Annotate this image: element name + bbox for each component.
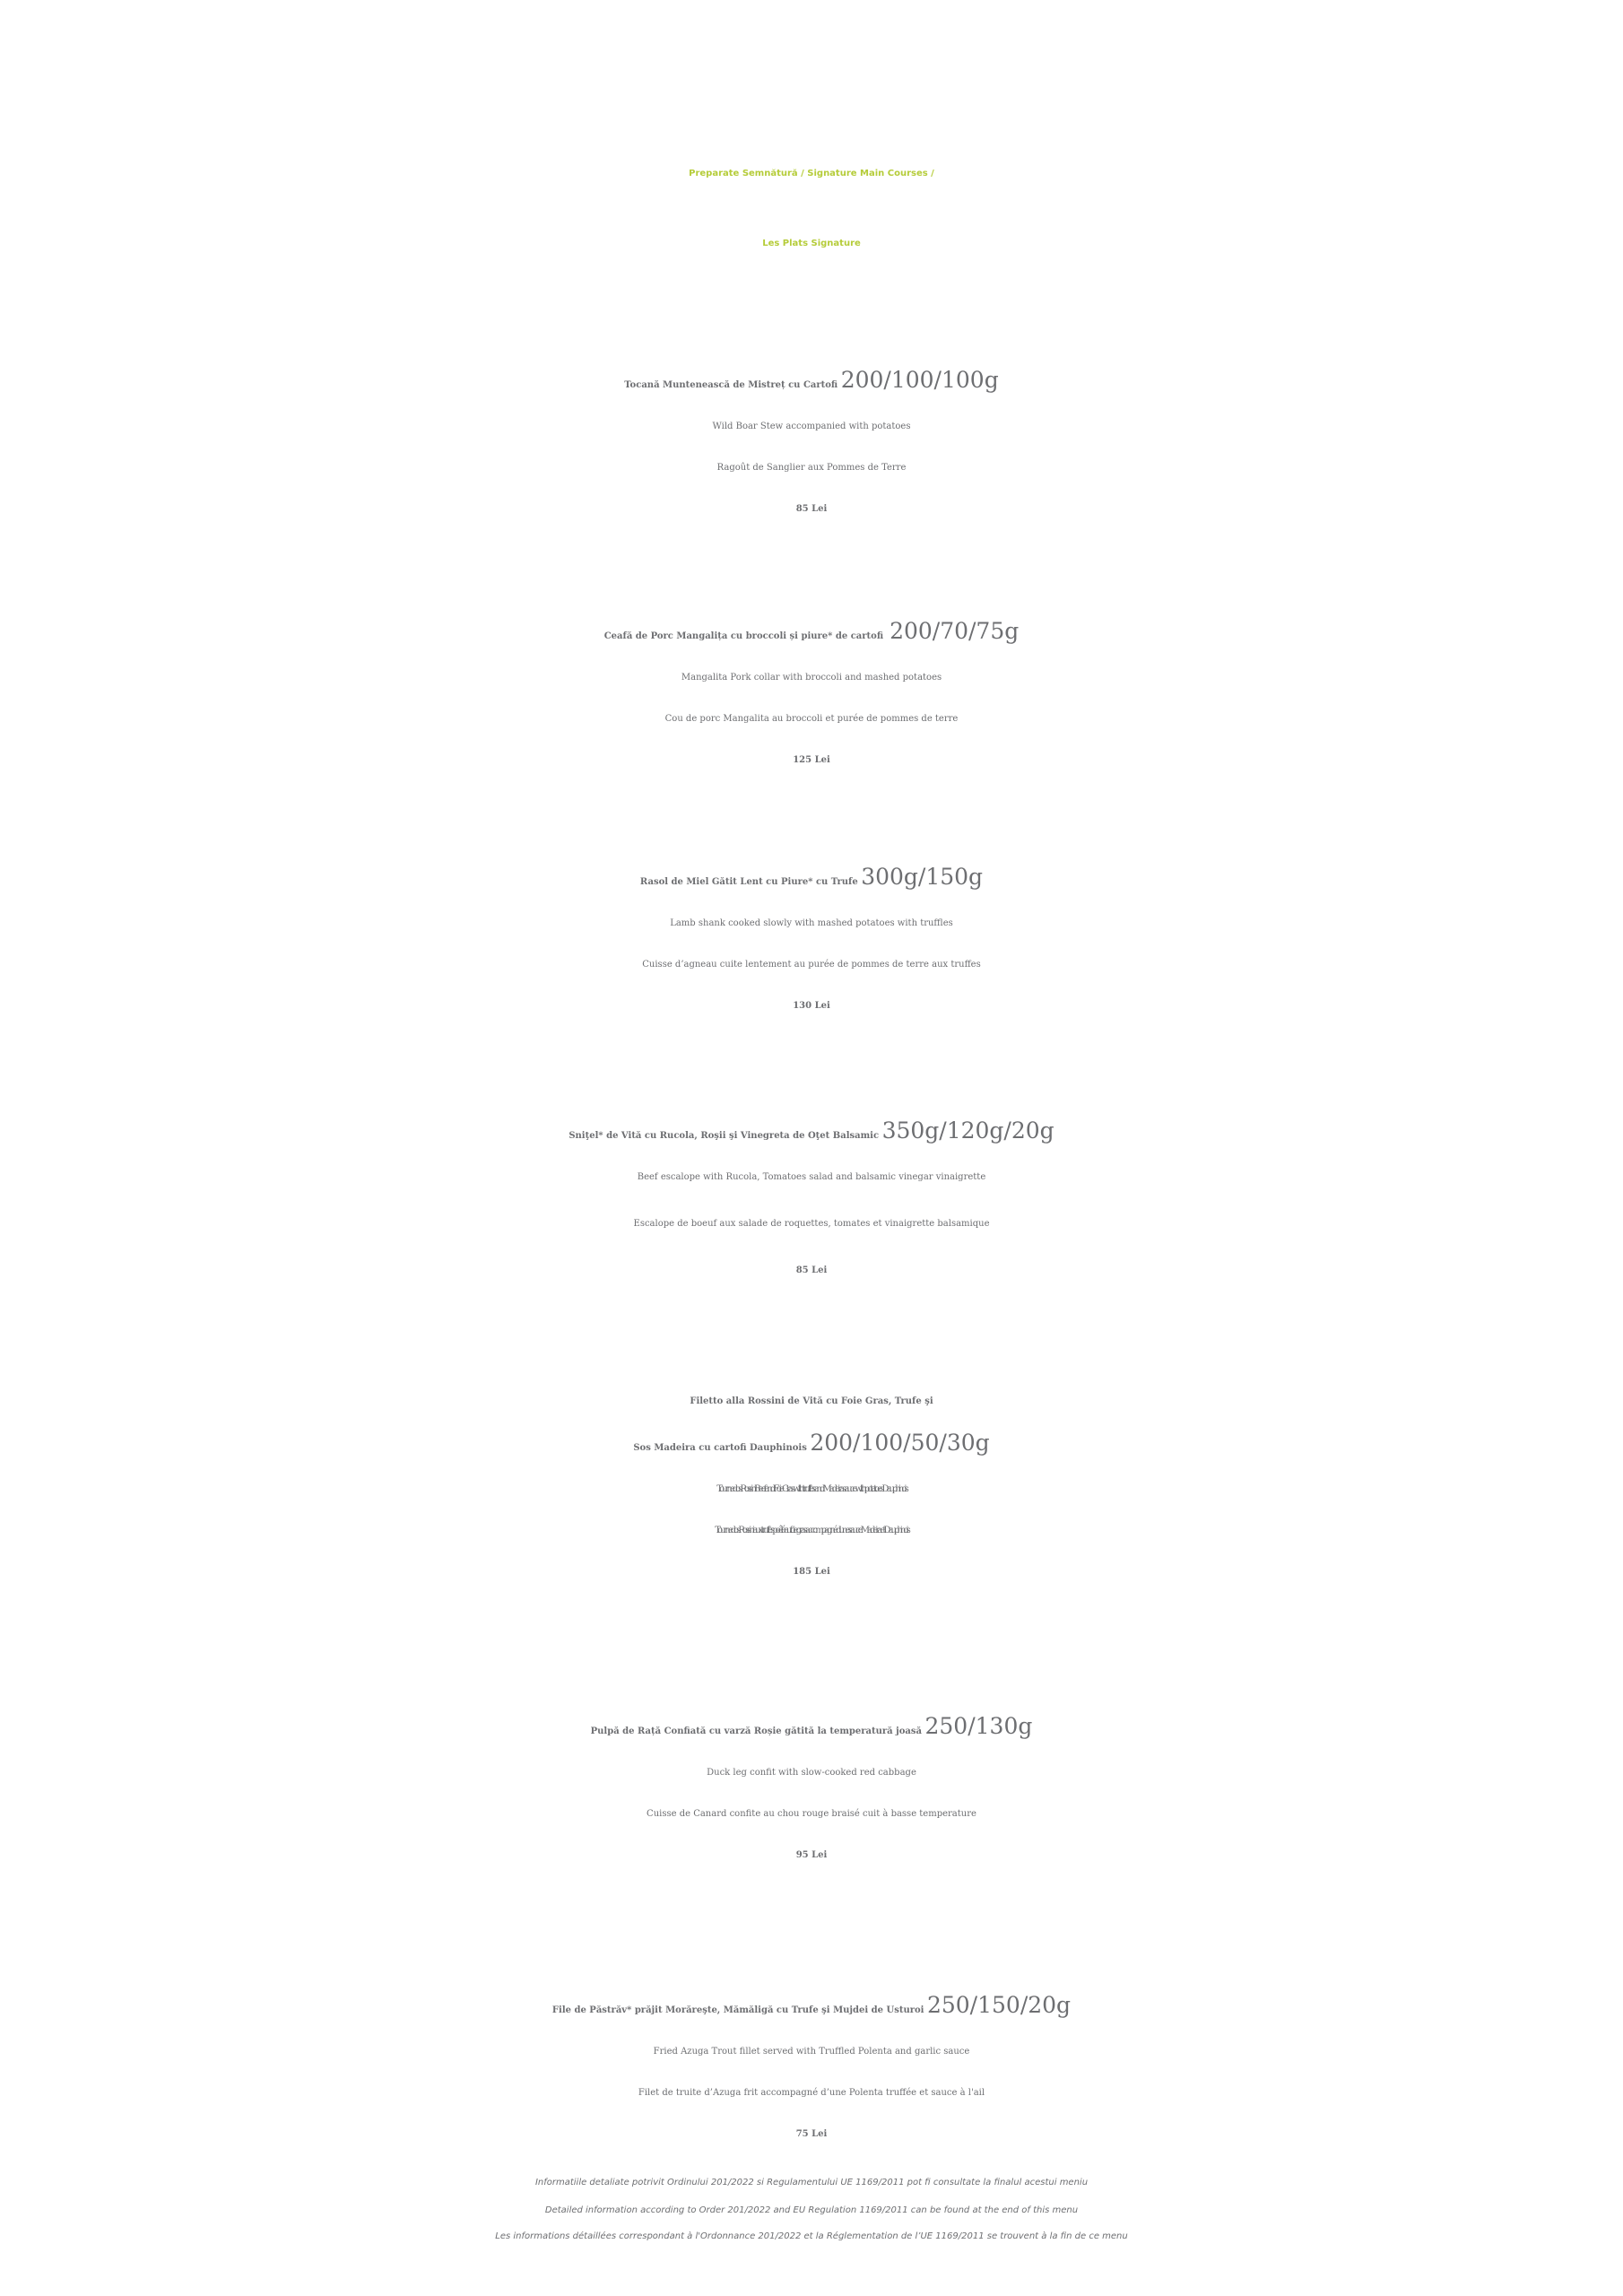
dish-price: 125 Lei: [793, 755, 830, 765]
dish-name-line-1: Filetto alla Rossini de Vită cu Foie Gras, Trufe şi: [690, 1396, 933, 1406]
page-title-line-2: Les Plats Signature: [762, 239, 861, 248]
dish-description-fr: Ragoût de Sanglier aux Pommes de Terre: [716, 463, 907, 473]
dish-description-en: Lamb shank cooked slowly with mashed potatoes with truffles: [670, 918, 953, 928]
dish-description-en: Tournedos Rossini Beef and Foie Gras with truffles and Madeira sauce with potatoes Dauphinois: [716, 1484, 907, 1494]
dish-description-fr: Filet de truite d’Azuga frit accompagné d’une Polenta truffée et sauce à l'ail: [638, 2088, 985, 2098]
dish-weight: 250/130g: [924, 1713, 1033, 1739]
dish-description-fr: Escalope de boeuf aux salade de roquettes, tomates et vinaigrette balsamique: [633, 1219, 990, 1229]
dish-price: 130 Lei: [793, 1001, 830, 1011]
dish-weight: 200/100/100g: [840, 367, 999, 393]
dish-description-en: Fried Azuga Trout fillet served with Truffled Polenta and garlic sauce: [653, 2047, 970, 2057]
dish-name-line-2: Sos Madeira cu cartofi Dauphinois: [633, 1443, 807, 1453]
dish-name: File de Păstrăv* prăjit Morăreşte, Mămăligă cu Trufe şi Mujdei de Usturoi: [551, 2005, 924, 2015]
dish-description-fr: Tournedos Rossini aux truffes poêlé au foie gras accompagné d’une sauce Madeira et Dauphinois: [715, 1526, 908, 1535]
dish-name: Rasol de Miel Gătit Lent cu Piure* cu Trufe: [639, 877, 858, 887]
menu-item-fried-trout: [0, 1985, 1623, 2155]
footer-note-en: Detailed information according to Order 201/2022 and EU Regulation 1169/2011 can be found at the end of this menu: [544, 2205, 1079, 2215]
dish-name: Sniţel* de Vită cu Rucola, Roşii şi Vinegreta de Oţet Balsamic: [568, 1131, 880, 1141]
page-title: [0, 139, 1623, 279]
dish-weight: 250/150/20g: [926, 1992, 1072, 2018]
menu-item-lamb-shank: [0, 857, 1623, 1027]
dish-description-fr: Cuisse de Canard confite au chou rouge braisé cuit à basse temperature: [647, 1809, 976, 1819]
dish-description-en: Wild Boar Stew accompanied with potatoes: [712, 422, 911, 431]
menu-footer-note: [0, 2169, 1623, 2249]
dish-price: 85 Lei: [795, 1265, 828, 1275]
dish-price: 85 Lei: [795, 504, 828, 514]
footer-note-ro: Informatiile detaliate potrivit Ordinului 201/2022 si Regulamentului UE 1169/2011 pot fi consultate la finalul acestui meniu: [534, 2178, 1089, 2187]
dish-price: 75 Lei: [795, 2129, 828, 2139]
dish-description-en: Mangalita Pork collar with broccoli and mashed potatoes: [681, 673, 942, 683]
dish-description-en: Beef escalope with Rucola, Tomatoes salad and balsamic vinegar vinaigrette: [637, 1172, 986, 1182]
dish-weight: 200/100/50/30g: [810, 1430, 990, 1456]
menu-item-beef-escalope: [0, 1110, 1623, 1292]
dish-weight: 350g/120g/20g: [881, 1118, 1055, 1144]
dish-name: Tocană Muntenească de Mistreț cu Cartofi: [624, 380, 838, 390]
dish-description-fr: Cuisse d’agneau cuite lentement au purée de pommes de terre aux truffes: [642, 960, 981, 970]
dish-description-en: Duck leg confit with slow-cooked red cabbage: [707, 1768, 916, 1778]
menu-item-duck-leg-confit: [0, 1706, 1623, 1876]
menu-item-filetto-rossini: [0, 1381, 1623, 1593]
dish-price: 185 Lei: [793, 1567, 830, 1577]
page-title-line-1: Preparate Semnătură / Signature Main Courses /: [689, 169, 934, 178]
footer-note-fr: Les informations détaillées correspondant à l'Ordonnance 201/2022 et la Réglementation de l’UE 1169/2011 se trouvent à la fin de ce menu: [495, 2231, 1128, 2241]
dish-name: Ceafă de Porc Mangalița cu broccoli și piure* de cartofi: [603, 631, 884, 641]
dish-weight: 200/70/75g: [890, 618, 1020, 644]
dish-description-fr: Cou de porc Mangalita au broccoli et purée de pommes de terre: [664, 714, 959, 724]
dish-price: 95 Lei: [795, 1850, 828, 1860]
dish-weight: 300g/150g: [861, 864, 984, 890]
dish-name: Pulpă de Rață Confiată cu varză Roșie gătită la temperatură joasă: [590, 1726, 923, 1736]
menu-item-mangalita-pork-collar: [0, 611, 1623, 781]
menu-item-wild-boar-stew: [0, 360, 1623, 530]
